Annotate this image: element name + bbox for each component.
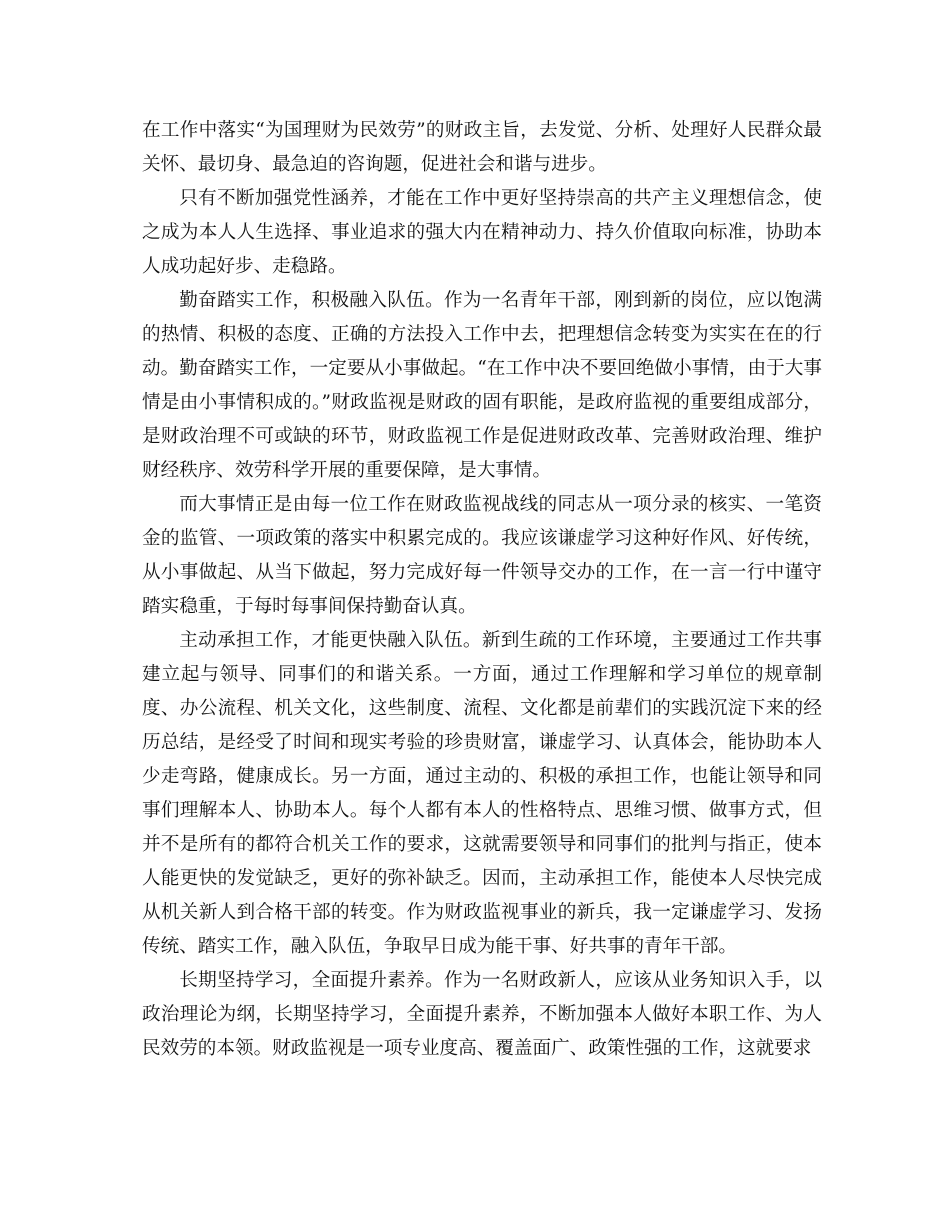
paragraph: 长期坚持学习，全面提升素养。作为一名财政新人，应该从业务知识入手，以政治理论为纲，长期坚持学习，全面提升素养，不断加强本人做好本职工作、为人民效劳的本领。财政监视是一项专业度高、覆盖面广、政策性强的工作，这就要求 bbox=[142, 970, 822, 1059]
paragraph: 勤奋踏实工作，积极融入队伍。作为一名青年干部，刚到新的岗位，应以饱满的热情、积极的态度、正确的方法投入工作中去，把理想信念转变为实实在在的行动。勤奋踏实工作，一定要从小事做起。“在工作中决不要回绝做小事情，由于大事情是由小事情积成的。”财政监视是财政的固有职能，是政府监视的重要组成部分，是财政治理不可或缺的环节，财政监视工作是促进财政改革、完善财政治理、维护财经秩序、效劳科学开展的重要保障，是大事情。 bbox=[142, 290, 822, 481]
paragraph: 而大事情正是由每一位工作在财政监视战线的同志从一项分录的核实、一笔资金的监管、一项政策的落实中积累完成的。我应该谦虚学习这种好作风、好传统，从小事做起、从当下做起，努力完成好每一件领导交办的工作，在一言一行中谨守踏实稳重，于每时每事间保持勤奋认真。 bbox=[142, 494, 822, 617]
document-body bbox=[142, 114, 822, 1066]
paragraph-continued: 在工作中落实“为国理财为民效劳”的财政主旨，去发觉、分析、处理好人民群众最关怀、最切身、最急迫的咨询题，促进社会和谐与进步。 bbox=[142, 120, 822, 175]
paragraph: 主动承担工作，才能更快融入队伍。新到生疏的工作环境，主要通过工作共事建立起与领导、同事们的和谐关系。一方面，通过工作理解和学习单位的规章制度、办公流程、机关文化，这些制度、流程、文化都是前辈们的实践沉淀下来的经历总结，是经受了时间和现实考验的珍贵财富，谦虚学习、认真体会，能协助本人少走弯路，健康成长。另一方面，通过主动的、积极的承担工作，也能让领导和同事们理解本人、协助本人。每个人都有本人的性格特点、思维习惯、做事方式，但并不是所有的都符合机关工作的要求，这就需要领导和同事们的批判与指正，使本人能更快的发觉缺乏，更好的弥补缺乏。因而，主动承担工作，能使本人尽快完成从机关新人到合格干部的转变。作为财政监视事业的新兵，我一定谦虚学习、发扬传统、踏实工作，融入队伍，争取早日成为能干事、好共事的青年干部。 bbox=[142, 630, 822, 957]
paragraph: 只有不断加强党性涵养，才能在工作中更好坚持崇高的共产主义理想信念，使之成为本人人生选择、事业追求的强大内在精神动力、持久价值取向标准，协助本人成功起好步、走稳路。 bbox=[142, 188, 822, 277]
